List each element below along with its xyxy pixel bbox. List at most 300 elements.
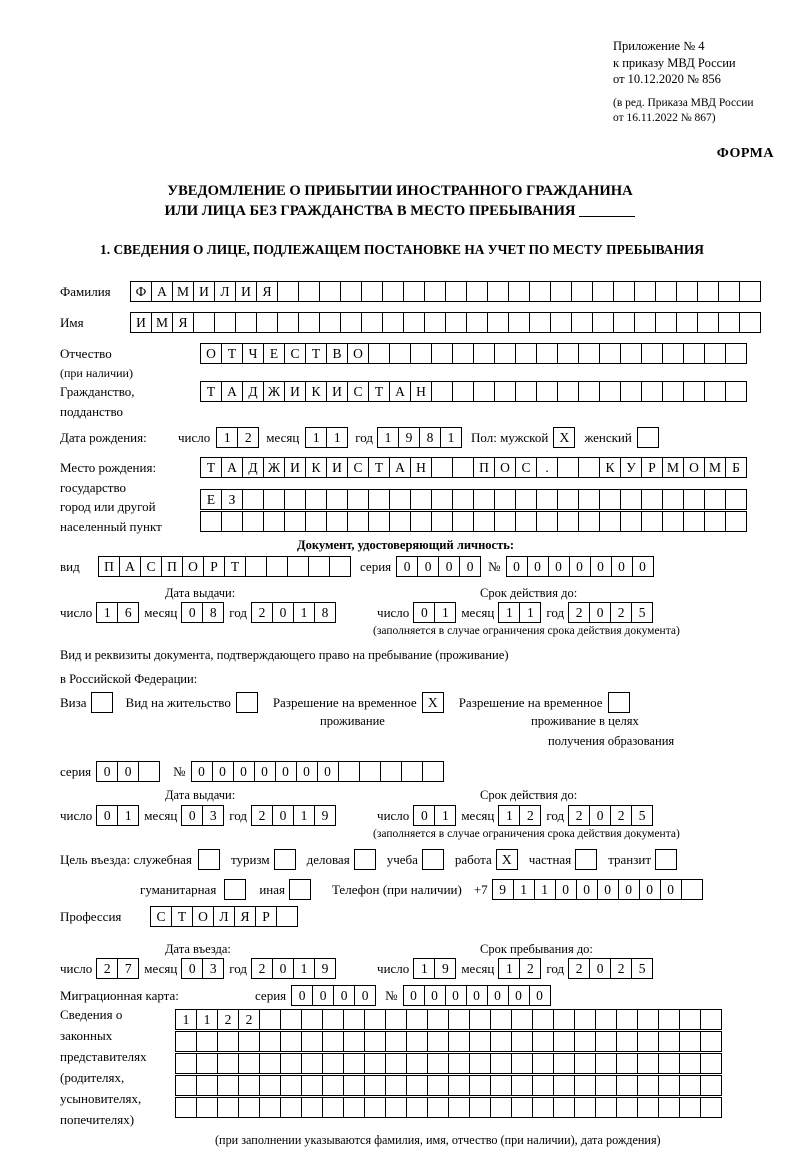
form-cell[interactable]: С bbox=[347, 381, 369, 402]
form-cell[interactable] bbox=[515, 489, 537, 510]
form-cell[interactable] bbox=[658, 1031, 680, 1052]
form-cell[interactable] bbox=[529, 312, 551, 333]
form-cell[interactable] bbox=[658, 1097, 680, 1118]
form-cell[interactable] bbox=[578, 489, 600, 510]
form-cell[interactable] bbox=[683, 381, 705, 402]
form-cell[interactable]: Т bbox=[221, 343, 243, 364]
patronymic-input[interactable] bbox=[200, 343, 746, 364]
form-cell[interactable] bbox=[406, 1009, 428, 1030]
form-cell[interactable] bbox=[553, 1009, 575, 1030]
form-cell[interactable] bbox=[574, 1031, 596, 1052]
form-cell[interactable]: М bbox=[662, 457, 684, 478]
form-cell[interactable] bbox=[287, 556, 309, 577]
permit-issue-day-input[interactable] bbox=[96, 805, 138, 826]
form-cell[interactable] bbox=[448, 1009, 470, 1030]
form-cell[interactable]: 0 bbox=[396, 556, 418, 577]
form-cell[interactable] bbox=[595, 1075, 617, 1096]
form-cell[interactable] bbox=[683, 511, 705, 532]
form-cell[interactable]: 0 bbox=[611, 556, 633, 577]
migration-series-input[interactable] bbox=[291, 985, 375, 1006]
form-cell[interactable]: М bbox=[704, 457, 726, 478]
form-cell[interactable] bbox=[448, 1097, 470, 1118]
form-cell[interactable] bbox=[679, 1053, 701, 1074]
form-cell[interactable] bbox=[338, 761, 360, 782]
form-cell[interactable] bbox=[217, 1031, 239, 1052]
form-cell[interactable] bbox=[431, 457, 453, 478]
form-cell[interactable] bbox=[490, 1075, 512, 1096]
form-cell[interactable]: А bbox=[221, 457, 243, 478]
form-cell[interactable] bbox=[259, 1009, 281, 1030]
form-cell[interactable]: 0 bbox=[96, 805, 118, 826]
form-cell[interactable] bbox=[301, 1031, 323, 1052]
form-cell[interactable] bbox=[532, 1053, 554, 1074]
form-cell[interactable] bbox=[343, 1097, 365, 1118]
form-cell[interactable]: 2 bbox=[610, 805, 632, 826]
form-cell[interactable] bbox=[175, 1075, 197, 1096]
form-cell[interactable]: С bbox=[515, 457, 537, 478]
form-cell[interactable]: 0 bbox=[660, 879, 682, 900]
form-cell[interactable] bbox=[263, 489, 285, 510]
form-cell[interactable]: Ч bbox=[242, 343, 264, 364]
form-cell[interactable]: 1 bbox=[293, 805, 315, 826]
form-cell[interactable] bbox=[578, 511, 600, 532]
form-cell[interactable] bbox=[466, 312, 488, 333]
form-cell[interactable]: 1 bbox=[293, 958, 315, 979]
form-cell[interactable] bbox=[259, 1031, 281, 1052]
form-cell[interactable]: Н bbox=[410, 381, 432, 402]
phone-input[interactable] bbox=[492, 879, 702, 900]
form-cell[interactable] bbox=[298, 281, 320, 302]
form-cell[interactable] bbox=[532, 1075, 554, 1096]
form-cell[interactable] bbox=[469, 1009, 491, 1030]
form-cell[interactable] bbox=[595, 1031, 617, 1052]
legal-rep-input-4[interactable] bbox=[175, 1075, 721, 1096]
form-cell[interactable] bbox=[221, 511, 243, 532]
form-cell[interactable]: И bbox=[193, 281, 215, 302]
form-cell[interactable] bbox=[214, 312, 236, 333]
form-cell[interactable] bbox=[557, 511, 579, 532]
form-cell[interactable] bbox=[389, 511, 411, 532]
form-cell[interactable] bbox=[280, 1097, 302, 1118]
form-cell[interactable] bbox=[473, 489, 495, 510]
form-cell[interactable] bbox=[571, 281, 593, 302]
form-cell[interactable]: А bbox=[221, 381, 243, 402]
form-cell[interactable]: 0 bbox=[569, 556, 591, 577]
form-cell[interactable]: Д bbox=[242, 457, 264, 478]
doc-issue-year-input[interactable] bbox=[251, 602, 335, 623]
form-cell[interactable] bbox=[305, 511, 327, 532]
form-cell[interactable]: 0 bbox=[548, 556, 570, 577]
form-cell[interactable] bbox=[326, 511, 348, 532]
form-cell[interactable] bbox=[641, 381, 663, 402]
doc-kind-input[interactable] bbox=[98, 556, 350, 577]
form-cell[interactable]: 0 bbox=[618, 879, 640, 900]
form-cell[interactable]: 2 bbox=[217, 1009, 239, 1030]
form-cell[interactable] bbox=[739, 281, 761, 302]
form-cell[interactable] bbox=[536, 511, 558, 532]
form-cell[interactable] bbox=[494, 511, 516, 532]
stay-day-input[interactable] bbox=[413, 958, 455, 979]
form-cell[interactable]: 0 bbox=[191, 761, 213, 782]
form-cell[interactable]: 2 bbox=[237, 427, 259, 448]
form-cell[interactable] bbox=[277, 312, 299, 333]
form-cell[interactable] bbox=[511, 1097, 533, 1118]
purpose-tourism-checkbox[interactable] bbox=[274, 849, 295, 870]
form-cell[interactable]: 2 bbox=[251, 602, 273, 623]
form-cell[interactable] bbox=[198, 849, 220, 870]
form-cell[interactable] bbox=[427, 1031, 449, 1052]
form-cell[interactable] bbox=[322, 1053, 344, 1074]
form-cell[interactable] bbox=[322, 1075, 344, 1096]
form-cell[interactable]: 0 bbox=[272, 805, 294, 826]
form-cell[interactable] bbox=[235, 312, 257, 333]
form-cell[interactable] bbox=[452, 457, 474, 478]
form-cell[interactable]: 0 bbox=[354, 985, 376, 1006]
form-cell[interactable] bbox=[385, 1009, 407, 1030]
form-cell[interactable] bbox=[494, 489, 516, 510]
form-cell[interactable] bbox=[301, 1097, 323, 1118]
sex-female-checkbox[interactable] bbox=[637, 427, 658, 448]
form-cell[interactable]: 0 bbox=[506, 556, 528, 577]
temp-residence-checkbox[interactable] bbox=[422, 692, 443, 713]
form-cell[interactable] bbox=[592, 281, 614, 302]
form-cell[interactable] bbox=[427, 1009, 449, 1030]
form-cell[interactable] bbox=[508, 312, 530, 333]
form-cell[interactable]: Ж bbox=[263, 457, 285, 478]
form-cell[interactable] bbox=[452, 511, 474, 532]
form-cell[interactable]: Т bbox=[224, 556, 246, 577]
form-cell[interactable] bbox=[238, 1053, 260, 1074]
form-cell[interactable]: И bbox=[326, 457, 348, 478]
form-cell[interactable]: Т bbox=[305, 343, 327, 364]
form-cell[interactable]: 8 bbox=[419, 427, 441, 448]
form-cell[interactable] bbox=[138, 761, 160, 782]
form-cell[interactable] bbox=[490, 1097, 512, 1118]
form-cell[interactable]: 2 bbox=[568, 805, 590, 826]
form-cell[interactable] bbox=[532, 1031, 554, 1052]
form-cell[interactable]: А bbox=[151, 281, 173, 302]
form-cell[interactable] bbox=[574, 1075, 596, 1096]
form-cell[interactable] bbox=[676, 312, 698, 333]
form-cell[interactable] bbox=[655, 312, 677, 333]
edu-residence-checkbox[interactable] bbox=[608, 692, 629, 713]
purpose-work-checkbox[interactable] bbox=[496, 849, 517, 870]
purpose-business-checkbox[interactable] bbox=[354, 849, 375, 870]
form-cell[interactable]: . bbox=[536, 457, 558, 478]
form-cell[interactable]: 9 bbox=[314, 805, 336, 826]
form-cell[interactable] bbox=[359, 761, 381, 782]
form-cell[interactable]: Е bbox=[263, 343, 285, 364]
form-cell[interactable]: А bbox=[119, 556, 141, 577]
profession-input[interactable] bbox=[150, 906, 297, 927]
form-cell[interactable]: 1 bbox=[377, 427, 399, 448]
form-cell[interactable]: 5 bbox=[631, 805, 653, 826]
form-cell[interactable] bbox=[620, 489, 642, 510]
form-cell[interactable] bbox=[280, 1053, 302, 1074]
form-cell[interactable] bbox=[343, 1031, 365, 1052]
form-cell[interactable] bbox=[637, 1097, 659, 1118]
form-cell[interactable]: У bbox=[620, 457, 642, 478]
visa-checkbox[interactable] bbox=[91, 692, 112, 713]
form-cell[interactable] bbox=[410, 511, 432, 532]
form-cell[interactable]: 3 bbox=[202, 805, 224, 826]
form-cell[interactable] bbox=[681, 879, 703, 900]
form-cell[interactable]: А bbox=[389, 457, 411, 478]
form-cell[interactable] bbox=[256, 312, 278, 333]
form-cell[interactable] bbox=[305, 489, 327, 510]
form-cell[interactable] bbox=[308, 556, 330, 577]
stay-year-input[interactable] bbox=[568, 958, 652, 979]
form-cell[interactable] bbox=[452, 343, 474, 364]
form-cell[interactable] bbox=[347, 511, 369, 532]
form-cell[interactable] bbox=[700, 1009, 722, 1030]
form-cell[interactable]: 0 bbox=[597, 879, 619, 900]
form-cell[interactable] bbox=[571, 312, 593, 333]
form-cell[interactable] bbox=[515, 511, 537, 532]
form-cell[interactable] bbox=[637, 1031, 659, 1052]
form-cell[interactable] bbox=[704, 381, 726, 402]
form-cell[interactable] bbox=[380, 761, 402, 782]
form-cell[interactable]: 0 bbox=[296, 761, 318, 782]
form-cell[interactable] bbox=[494, 343, 516, 364]
birth-place-input-1[interactable] bbox=[200, 457, 746, 478]
form-cell[interactable] bbox=[550, 312, 572, 333]
form-cell[interactable] bbox=[679, 1031, 701, 1052]
form-cell[interactable]: 0 bbox=[589, 602, 611, 623]
form-cell[interactable] bbox=[473, 511, 495, 532]
form-cell[interactable] bbox=[469, 1031, 491, 1052]
doc-valid-day-input[interactable] bbox=[413, 602, 455, 623]
form-cell[interactable] bbox=[422, 761, 444, 782]
form-cell[interactable] bbox=[557, 381, 579, 402]
form-cell[interactable]: С bbox=[140, 556, 162, 577]
form-cell[interactable] bbox=[322, 1097, 344, 1118]
form-cell[interactable] bbox=[319, 312, 341, 333]
residence-permit-checkbox[interactable] bbox=[236, 692, 257, 713]
form-cell[interactable] bbox=[662, 489, 684, 510]
form-cell[interactable]: 0 bbox=[459, 556, 481, 577]
form-cell[interactable] bbox=[662, 381, 684, 402]
form-cell[interactable] bbox=[620, 381, 642, 402]
form-cell[interactable] bbox=[385, 1075, 407, 1096]
form-cell[interactable]: 2 bbox=[519, 958, 541, 979]
form-cell[interactable]: 9 bbox=[492, 879, 514, 900]
form-cell[interactable]: 1 bbox=[326, 427, 348, 448]
form-cell[interactable] bbox=[697, 312, 719, 333]
form-cell[interactable]: 0 bbox=[181, 602, 203, 623]
form-cell[interactable] bbox=[553, 1053, 575, 1074]
form-cell[interactable] bbox=[242, 511, 264, 532]
permit-series-input[interactable] bbox=[96, 761, 159, 782]
legal-rep-input-3[interactable] bbox=[175, 1053, 721, 1074]
form-cell[interactable] bbox=[364, 1031, 386, 1052]
form-cell[interactable] bbox=[508, 281, 530, 302]
form-cell[interactable]: Е bbox=[200, 489, 222, 510]
form-cell[interactable] bbox=[487, 281, 509, 302]
form-cell[interactable]: 1 bbox=[534, 879, 556, 900]
form-cell[interactable]: 0 bbox=[272, 602, 294, 623]
form-cell[interactable] bbox=[557, 343, 579, 364]
form-cell[interactable]: 1 bbox=[434, 805, 456, 826]
form-cell[interactable]: 0 bbox=[233, 761, 255, 782]
form-cell[interactable]: 0 bbox=[272, 958, 294, 979]
form-cell[interactable] bbox=[578, 343, 600, 364]
form-cell[interactable] bbox=[494, 381, 516, 402]
form-cell[interactable] bbox=[532, 1097, 554, 1118]
form-cell[interactable] bbox=[364, 1009, 386, 1030]
doc-valid-month-input[interactable] bbox=[498, 602, 540, 623]
form-cell[interactable]: А bbox=[389, 381, 411, 402]
form-cell[interactable]: 0 bbox=[639, 879, 661, 900]
form-cell[interactable] bbox=[599, 381, 621, 402]
form-cell[interactable]: X bbox=[422, 692, 444, 713]
form-cell[interactable] bbox=[718, 281, 740, 302]
form-cell[interactable] bbox=[224, 879, 246, 900]
form-cell[interactable] bbox=[608, 692, 630, 713]
birth-year-input[interactable] bbox=[377, 427, 461, 448]
form-cell[interactable] bbox=[361, 312, 383, 333]
form-cell[interactable] bbox=[637, 1075, 659, 1096]
form-cell[interactable] bbox=[655, 281, 677, 302]
birth-month-input[interactable] bbox=[305, 427, 347, 448]
form-cell[interactable]: 0 bbox=[317, 761, 339, 782]
form-cell[interactable]: 0 bbox=[333, 985, 355, 1006]
form-cell[interactable] bbox=[679, 1075, 701, 1096]
form-cell[interactable] bbox=[322, 1009, 344, 1030]
form-cell[interactable] bbox=[217, 1097, 239, 1118]
form-cell[interactable] bbox=[422, 849, 444, 870]
form-cell[interactable] bbox=[427, 1075, 449, 1096]
form-cell[interactable] bbox=[662, 511, 684, 532]
form-cell[interactable]: 1 bbox=[434, 602, 456, 623]
form-cell[interactable]: Я bbox=[172, 312, 194, 333]
form-cell[interactable] bbox=[578, 457, 600, 478]
form-cell[interactable] bbox=[466, 281, 488, 302]
form-cell[interactable] bbox=[245, 556, 267, 577]
form-cell[interactable] bbox=[364, 1097, 386, 1118]
form-cell[interactable]: П bbox=[98, 556, 120, 577]
form-cell[interactable]: 0 bbox=[438, 556, 460, 577]
purpose-private-checkbox[interactable] bbox=[575, 849, 596, 870]
form-cell[interactable]: В bbox=[326, 343, 348, 364]
form-cell[interactable]: 1 bbox=[498, 805, 520, 826]
form-cell[interactable] bbox=[238, 1075, 260, 1096]
form-cell[interactable] bbox=[578, 381, 600, 402]
form-cell[interactable]: О bbox=[200, 343, 222, 364]
form-cell[interactable]: Т bbox=[368, 457, 390, 478]
form-cell[interactable]: Т bbox=[200, 381, 222, 402]
form-cell[interactable] bbox=[266, 556, 288, 577]
form-cell[interactable] bbox=[725, 489, 747, 510]
form-cell[interactable] bbox=[511, 1009, 533, 1030]
permit-number-input[interactable] bbox=[191, 761, 443, 782]
form-cell[interactable] bbox=[340, 281, 362, 302]
form-cell[interactable] bbox=[637, 1009, 659, 1030]
form-cell[interactable]: К bbox=[599, 457, 621, 478]
form-cell[interactable] bbox=[469, 1097, 491, 1118]
form-cell[interactable] bbox=[259, 1097, 281, 1118]
form-cell[interactable] bbox=[196, 1053, 218, 1074]
form-cell[interactable]: М bbox=[172, 281, 194, 302]
form-cell[interactable] bbox=[277, 281, 299, 302]
form-cell[interactable]: 1 bbox=[305, 427, 327, 448]
form-cell[interactable] bbox=[536, 343, 558, 364]
form-cell[interactable] bbox=[683, 489, 705, 510]
form-cell[interactable] bbox=[382, 281, 404, 302]
form-cell[interactable] bbox=[620, 343, 642, 364]
form-cell[interactable] bbox=[532, 1009, 554, 1030]
form-cell[interactable]: 1 bbox=[175, 1009, 197, 1030]
form-cell[interactable] bbox=[613, 281, 635, 302]
permit-issue-year-input[interactable] bbox=[251, 805, 335, 826]
legal-rep-input-2[interactable] bbox=[175, 1031, 721, 1052]
form-cell[interactable] bbox=[298, 312, 320, 333]
form-cell[interactable]: 0 bbox=[181, 958, 203, 979]
form-cell[interactable] bbox=[319, 281, 341, 302]
form-cell[interactable] bbox=[217, 1053, 239, 1074]
form-cell[interactable]: И bbox=[235, 281, 257, 302]
form-cell[interactable]: 0 bbox=[417, 556, 439, 577]
form-cell[interactable]: 2 bbox=[238, 1009, 260, 1030]
form-cell[interactable] bbox=[326, 489, 348, 510]
form-cell[interactable]: И bbox=[326, 381, 348, 402]
form-cell[interactable]: 0 bbox=[96, 761, 118, 782]
entry-month-input[interactable] bbox=[181, 958, 223, 979]
form-cell[interactable] bbox=[469, 1075, 491, 1096]
birth-place-input-3[interactable] bbox=[200, 511, 746, 532]
permit-valid-day-input[interactable] bbox=[413, 805, 455, 826]
form-cell[interactable] bbox=[196, 1097, 218, 1118]
form-cell[interactable]: X bbox=[553, 427, 575, 448]
form-cell[interactable] bbox=[406, 1031, 428, 1052]
form-cell[interactable] bbox=[445, 281, 467, 302]
form-cell[interactable]: 3 bbox=[202, 958, 224, 979]
form-cell[interactable] bbox=[658, 1053, 680, 1074]
form-cell[interactable]: 5 bbox=[631, 958, 653, 979]
form-cell[interactable] bbox=[725, 343, 747, 364]
form-cell[interactable] bbox=[697, 281, 719, 302]
birth-place-input-2[interactable] bbox=[200, 489, 746, 510]
form-cell[interactable] bbox=[238, 1031, 260, 1052]
form-cell[interactable]: 1 bbox=[440, 427, 462, 448]
form-cell[interactable] bbox=[595, 1097, 617, 1118]
form-cell[interactable] bbox=[368, 489, 390, 510]
form-cell[interactable]: И bbox=[284, 457, 306, 478]
entry-year-input[interactable] bbox=[251, 958, 335, 979]
form-cell[interactable] bbox=[557, 457, 579, 478]
form-cell[interactable] bbox=[91, 692, 113, 713]
form-cell[interactable] bbox=[676, 281, 698, 302]
form-cell[interactable]: 1 bbox=[498, 602, 520, 623]
form-cell[interactable]: 0 bbox=[424, 985, 446, 1006]
form-cell[interactable]: С bbox=[347, 457, 369, 478]
form-cell[interactable]: О bbox=[683, 457, 705, 478]
form-cell[interactable]: 7 bbox=[117, 958, 139, 979]
form-cell[interactable] bbox=[536, 381, 558, 402]
form-cell[interactable] bbox=[389, 343, 411, 364]
form-cell[interactable] bbox=[550, 281, 572, 302]
form-cell[interactable] bbox=[196, 1031, 218, 1052]
doc-valid-year-input[interactable] bbox=[568, 602, 652, 623]
form-cell[interactable] bbox=[452, 489, 474, 510]
name-input[interactable] bbox=[130, 312, 760, 333]
form-cell[interactable] bbox=[515, 381, 537, 402]
form-cell[interactable]: Б bbox=[725, 457, 747, 478]
form-cell[interactable]: Л bbox=[213, 906, 235, 927]
form-cell[interactable] bbox=[641, 489, 663, 510]
form-cell[interactable] bbox=[511, 1053, 533, 1074]
form-cell[interactable]: Т bbox=[368, 381, 390, 402]
